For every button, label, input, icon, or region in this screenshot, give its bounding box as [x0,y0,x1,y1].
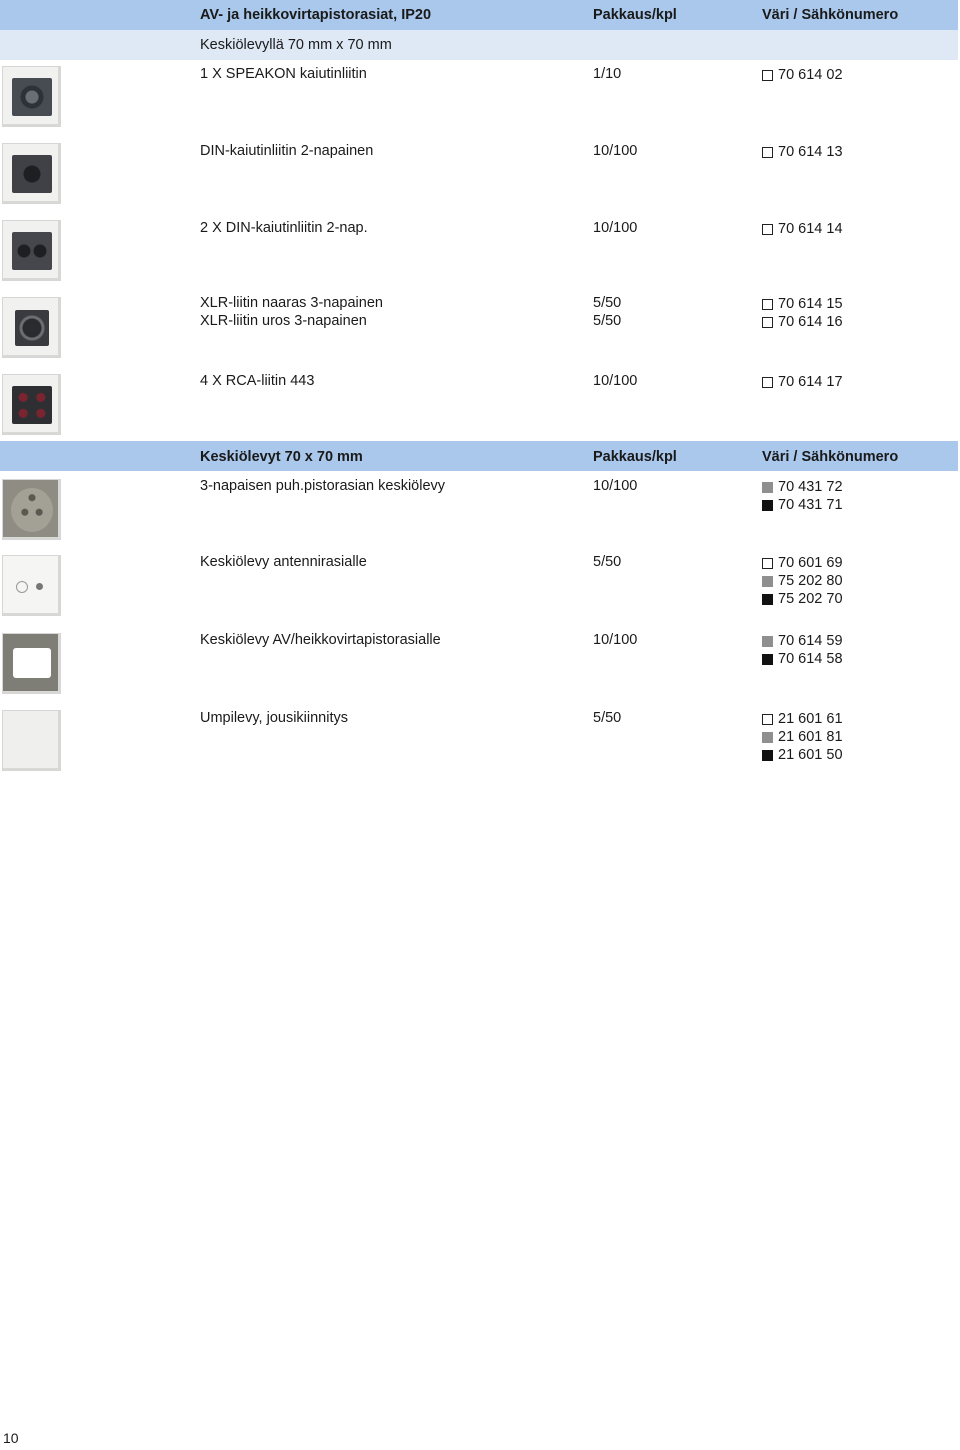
product-pack: 5/50 [593,313,622,329]
white-swatch-icon [762,299,773,310]
product-pack: 10/100 [593,373,638,389]
product-code [762,478,843,496]
product-code [762,746,843,764]
din-connector-icon [2,143,61,204]
product-code-list [762,632,843,668]
blank-plate-icon [2,710,61,771]
speakon-connector-icon [2,66,61,127]
white-swatch-icon [762,224,773,235]
product-code [762,313,843,331]
product-code [762,373,843,391]
section1-subheader-band [0,30,958,60]
product-code [762,710,843,728]
product-name: 1 X SPEAKON kaiutinliitin [200,66,367,82]
double-din-connector-icon [2,220,61,281]
product-name: 4 X RCA-liitin 443 [200,373,315,389]
av-socket-plate-icon [2,633,61,694]
black-swatch-icon [762,654,773,665]
product-code-text: 70 614 17 [778,374,843,390]
product-pack: 10/100 [593,632,638,648]
product-code-text: 21 601 61 [778,711,843,727]
product-code [762,572,843,590]
product-code [762,66,843,84]
grey-swatch-icon [762,732,773,743]
product-pack: 1/10 [593,66,622,82]
product-code [762,143,843,161]
antenna-socket-plate-icon [2,555,61,616]
product-code [762,632,843,650]
product-name: Keskiölevy AV/heikkovirtapistorasialle [200,632,441,648]
product-name: Keskiölevy antennirasialle [200,554,367,570]
product-pack: 10/100 [593,220,638,236]
product-name: XLR-liitin naaras 3-napainen [200,295,383,311]
product-code-text: 75 202 80 [778,573,843,589]
product-pack: 10/100 [593,143,638,159]
product-code [762,295,843,313]
white-swatch-icon [762,70,773,81]
product-code-text: 70 614 58 [778,651,843,667]
white-swatch-icon [762,714,773,725]
product-code-text: 70 614 13 [778,144,843,160]
product-code-list [762,554,843,608]
xlr-connector-icon [2,297,61,358]
product-code-text: 70 614 59 [778,633,843,649]
product-pack: 5/50 [593,295,622,311]
product-code-text: 21 601 81 [778,729,843,745]
product-name: DIN-kaiutinliitin 2-napainen [200,143,374,159]
product-code [762,496,843,514]
product-code-text: 70 614 16 [778,314,843,330]
phone-socket-plate-icon [2,479,61,540]
product-name: XLR-liitin uros 3-napainen [200,313,367,329]
rca-connector-icon [2,374,61,435]
product-name: Umpilevy, jousikiinnitys [200,710,348,726]
product-code [762,220,843,238]
section1-color-header: Väri / Sähkönumero [762,7,899,23]
page-number: 10 [3,1430,19,1446]
product-name: 2 X DIN-kaiutinliitin 2-nap. [200,220,368,236]
product-code-text: 70 614 14 [778,221,843,237]
product-code-text: 70 431 71 [778,497,843,513]
white-swatch-icon [762,317,773,328]
product-code-list [762,710,843,764]
section2-pack-header: Pakkaus/kpl [593,449,677,465]
product-pack: 5/50 [593,554,622,570]
grey-swatch-icon [762,636,773,647]
section1-subheader: Keskiölevyllä 70 mm x 70 mm [200,37,392,53]
product-code [762,554,843,572]
product-pack: 5/50 [593,710,622,726]
white-swatch-icon [762,377,773,388]
white-swatch-icon [762,558,773,569]
product-code-text: 21 601 50 [778,747,843,763]
product-code-text: 75 202 70 [778,591,843,607]
product-code-text: 70 431 72 [778,479,843,495]
product-name: 3-napaisen puh.pistorasian keskiölevy [200,478,446,494]
product-pack: 10/100 [593,478,638,494]
product-code-list [762,478,843,514]
section2-color-header: Väri / Sähkönumero [762,449,899,465]
black-swatch-icon [762,594,773,605]
white-swatch-icon [762,147,773,158]
product-code-text: 70 601 69 [778,555,843,571]
product-code-text: 70 614 15 [778,296,843,312]
grey-swatch-icon [762,482,773,493]
section2-title: Keskiölevyt 70 x 70 mm [200,449,363,465]
black-swatch-icon [762,750,773,761]
product-code [762,728,843,746]
product-code [762,650,843,668]
product-code [762,590,843,608]
black-swatch-icon [762,500,773,511]
product-code-text: 70 614 02 [778,67,843,83]
section1-pack-header: Pakkaus/kpl [593,7,677,23]
grey-swatch-icon [762,576,773,587]
section1-title: AV- ja heikkovirtapistorasiat, IP20 [200,7,432,23]
